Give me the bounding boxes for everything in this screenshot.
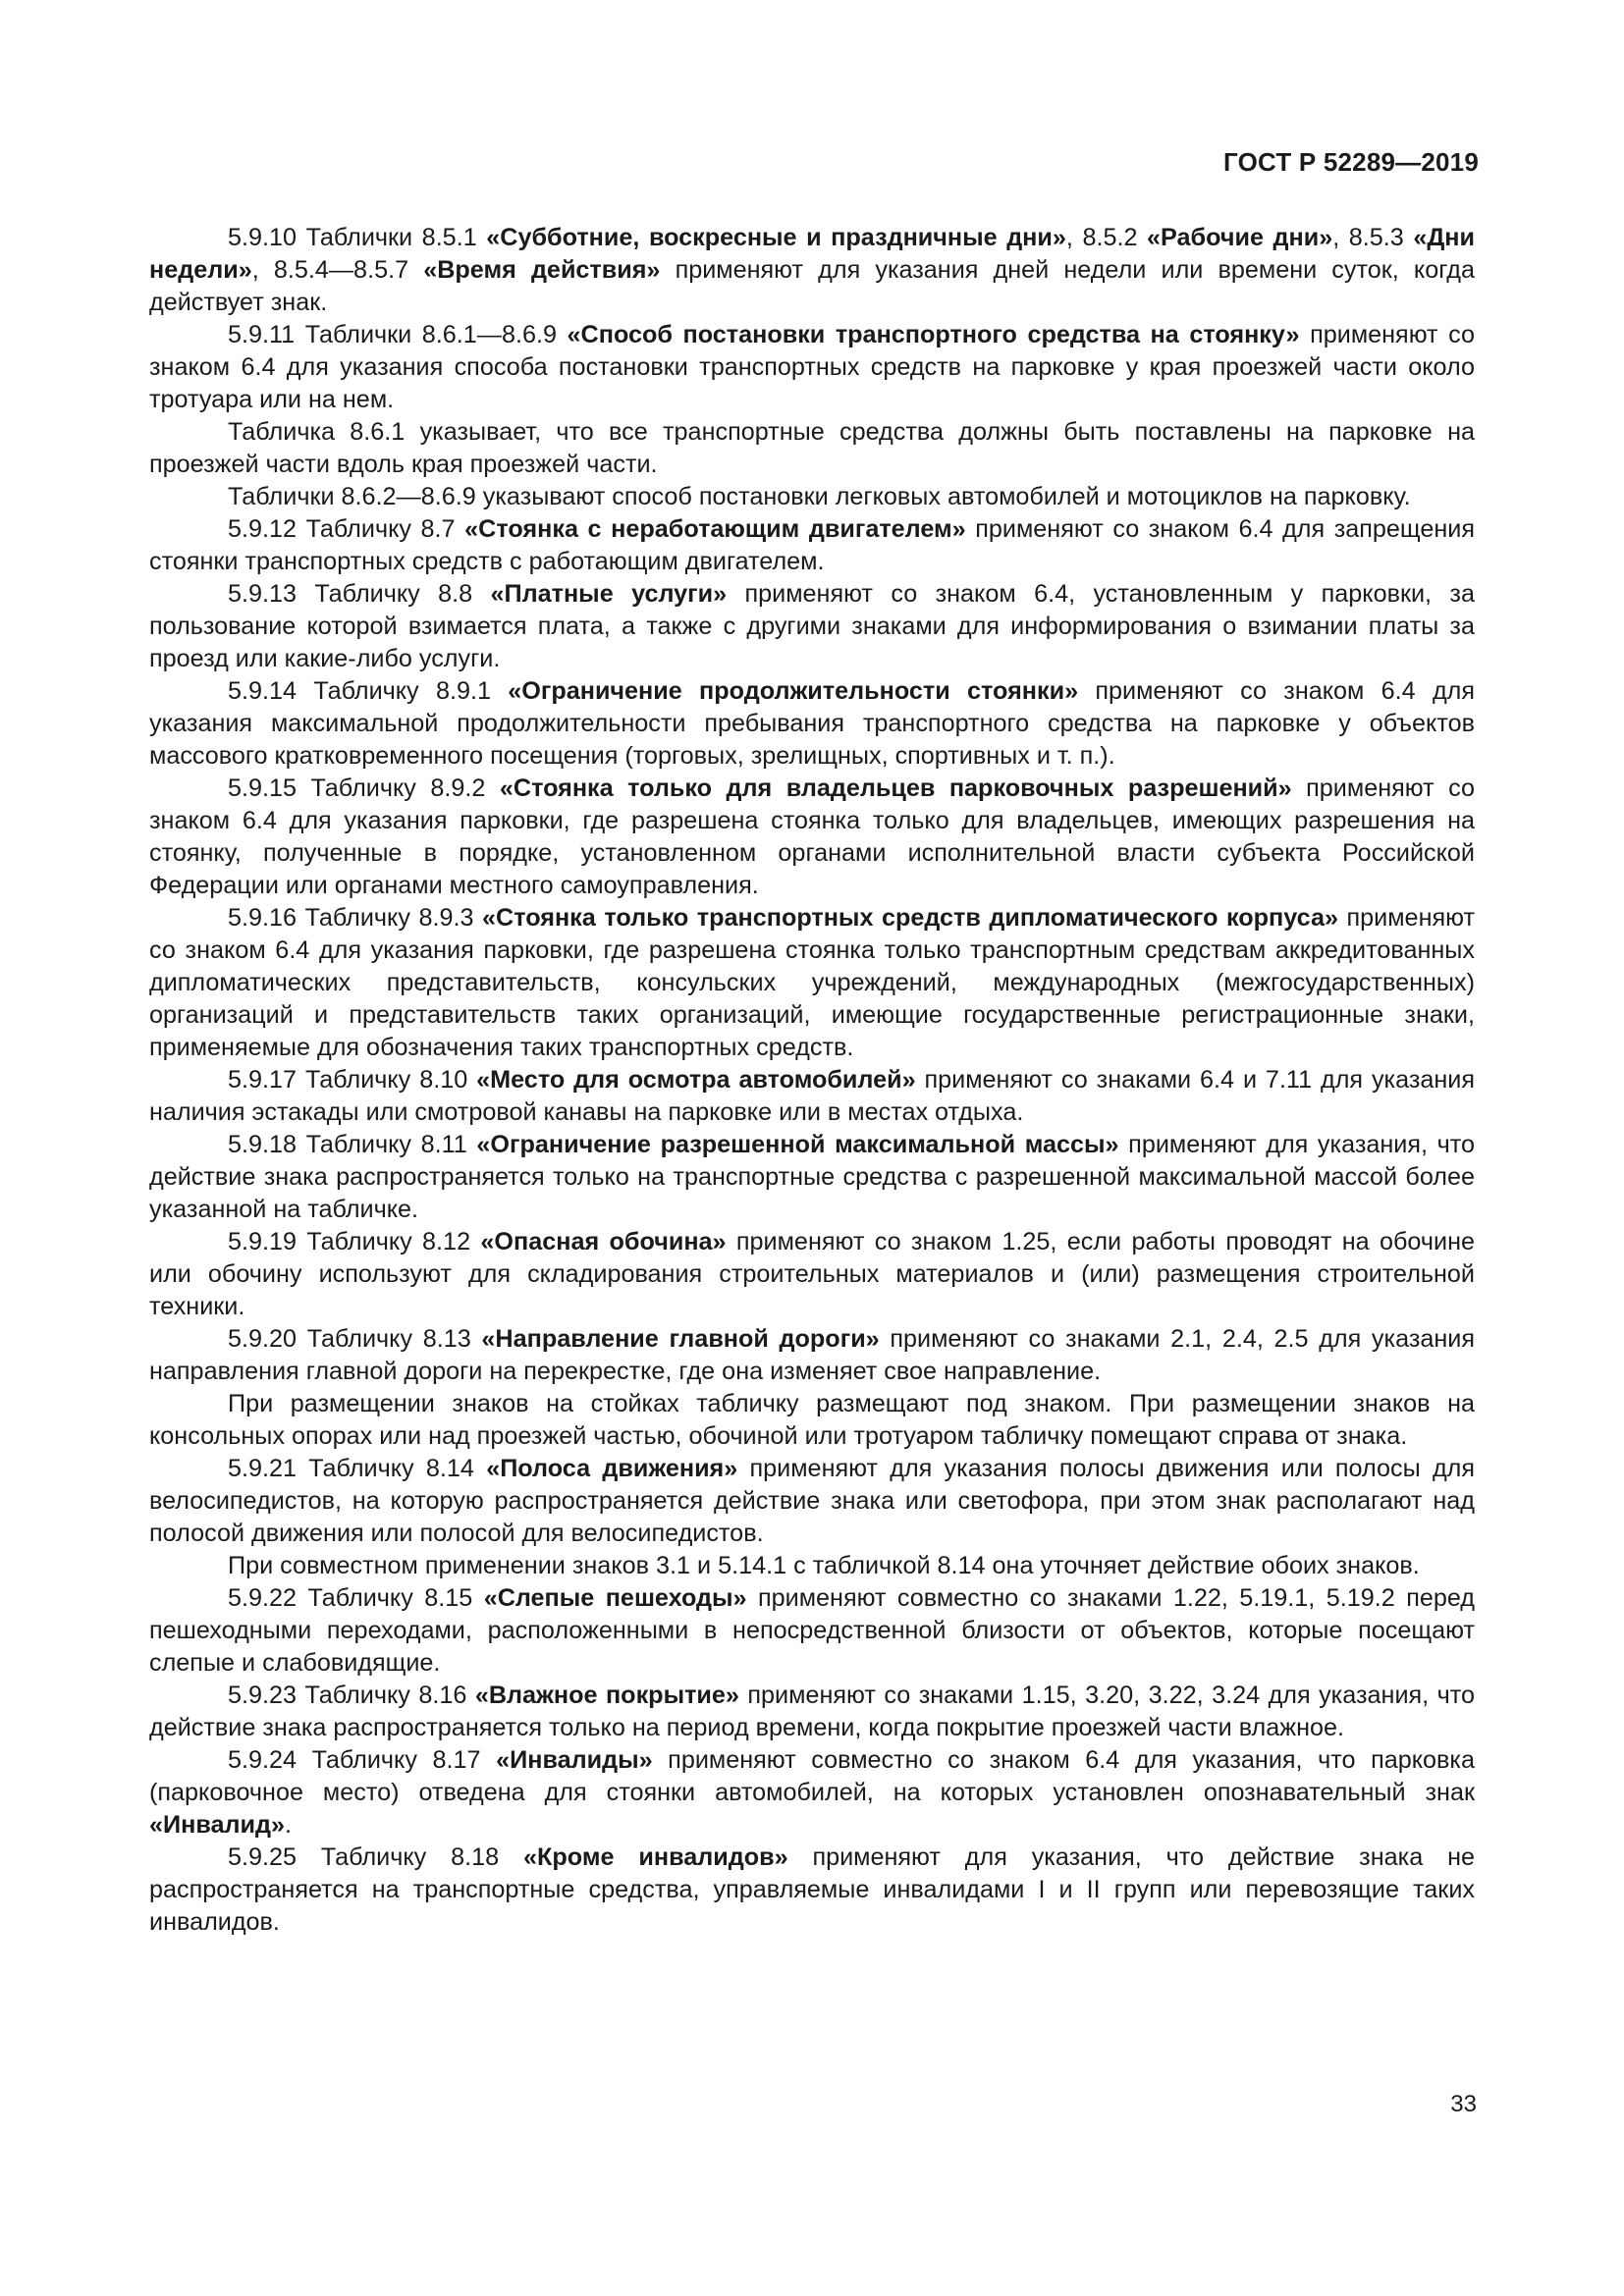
bold-term: «Дни недели» [149, 224, 1476, 284]
text-run: 5.9.24 Табличку 8.17 [228, 1746, 497, 1774]
paragraph [149, 902, 1475, 1064]
text-run: применяют со знаком 1.25, если работы проводят на обочине или обочину используют для складирования строительных материалов и (или) размещения строительной техники. [149, 1228, 1475, 1320]
text-run: 5.9.19 Табличку 8.12 [228, 1228, 481, 1255]
paragraph [149, 416, 1475, 481]
bold-term: «Место для осмотра автомобилей» [476, 1066, 916, 1094]
paragraph [149, 1582, 1475, 1680]
text-run: применяют со знаками 2.1, 2.4, 2.5 для указания направления главной дороги на перекрестке, где она изменяет свое направление. [149, 1325, 1475, 1385]
text-run: применяют совместно со знаками 1.22, 5.19.1, 5.19.2 перед пешеходными переходами, расположенными в непосредственной близости от объектов, которые посещают слепые и слабовидящие. [149, 1584, 1476, 1677]
bold-term: «Ограничение продолжительности стоянки» [508, 677, 1079, 705]
bold-term: «Стоянка с неработающим двигателем» [464, 515, 966, 543]
paragraph [149, 513, 1475, 578]
paragraph [149, 1323, 1475, 1388]
bold-term: «Время действия» [423, 256, 661, 284]
text-run: При размещении знаков на стойках табличку размещают под знаком. При размещении знаков на консольных опорах или над проезжей частью, обочиной или тротуаром табличку помещают справа от знака. [149, 1390, 1475, 1450]
bold-term: «Кроме инвалидов» [523, 1843, 788, 1871]
paragraph [149, 319, 1475, 416]
text-run: 5.9.21 Табличку 8.14 [228, 1455, 487, 1482]
text-run: 5.9.10 Таблички 8.5.1 [228, 224, 487, 251]
paragraph [149, 1453, 1475, 1550]
text-run: применяют для указания, что действие знака распространяется только на транспортные средства с разрешенной максимальной массой более указанной на табличке. [149, 1131, 1476, 1223]
text-run: 5.9.13 Табличку 8.8 [228, 580, 491, 608]
text-run: применяют совместно со знаком 6.4 для указания, что парковка (парковочное место) отведена для стоянки автомобилей, на которых установлен опознавательный знак [149, 1746, 1476, 1806]
paragraph [149, 1226, 1475, 1323]
paragraph [149, 1388, 1475, 1453]
text-run: применяют со знаком 6.4, установленным у парковки, за пользование которой взимается плата, а также с другими знаками для информирования о взимании платы за проезд или какие-либо услуги. [149, 580, 1475, 672]
text-run: применяют со знаком 6.4 для указания максимальной продолжительности пребывания транспортного средства на парковке у объектов массового кратковременного посещения (торговых, зрелищных, спортивных и т. п.). [149, 677, 1475, 770]
bold-term: «Полоса движения» [486, 1455, 738, 1482]
text-run: 5.9.16 Табличку 8.9.3 [228, 904, 483, 932]
text-run: 5.9.12 Табличку 8.7 [228, 515, 465, 543]
text-run: 5.9.23 Табличку 8.16 [228, 1682, 475, 1709]
paragraph [149, 222, 1475, 319]
bold-term: «Опасная обочина» [480, 1228, 727, 1255]
paragraph [149, 1064, 1475, 1129]
paragraph [149, 1680, 1475, 1744]
text-run: 5.9.14 Табличку 8.9.1 [228, 677, 509, 705]
bold-term: «Ограничение разрешенной максимальной массы» [476, 1131, 1119, 1158]
document-body [149, 222, 1475, 1939]
bold-term: «Инвалид» [149, 1811, 285, 1839]
standard-header: ГОСТ Р 52289—2019 [1223, 147, 1479, 177]
paragraph [149, 481, 1475, 513]
text-run: Таблички 8.6.2—8.6.9 указывают способ постановки легковых автомобилей и мотоциклов на парковку. [228, 483, 1411, 510]
page-number: 33 [1450, 2091, 1477, 2117]
text-run: 5.9.17 Табличку 8.10 [228, 1066, 477, 1094]
bold-term: «Рабочие дни» [1147, 224, 1333, 251]
text-run: применяют со знаками 1.15, 3.20, 3.22, 3.24 для указания, что действие знака распространяется только на период времени, когда покрытие проезжей части влажное. [149, 1682, 1476, 1741]
text-run: 5.9.20 Табличку 8.13 [228, 1325, 482, 1353]
text-run: применяют со знаком 6.4 для указания парковки, где разрешена стоянка только транспортным средствам аккредитованных дипломатических представительств, консульских учреждений, международных (межгосударственных) организаций и представительств таких организаций, имеющие государственные регистрационные знаки, применяемые для обозначения таких транспортных средств. [149, 904, 1475, 1061]
text-run: 5.9.18 Табличку 8.11 [228, 1131, 477, 1158]
bold-term: «Слепые пешеходы» [483, 1584, 747, 1612]
text-run: , 8.5.3 [1332, 224, 1414, 251]
text-run: применяют для указания полосы движения или полосы для велосипедистов, на которую распространяется действие знака или светофора, при этом знак располагают над полосой движения или полосой для велосипедистов. [149, 1455, 1475, 1547]
text-run: применяют для указания, что действие знака не распространяется на транспортные средства, управляемые инвалидами I и II групп или перевозящие таких инвалидов. [149, 1843, 1475, 1936]
paragraph [149, 675, 1475, 773]
text-run: 5.9.25 Табличку 8.18 [228, 1843, 524, 1871]
text-run: 5.9.22 Табличку 8.15 [228, 1584, 484, 1612]
text-run: . [284, 1811, 292, 1839]
bold-term: «Стоянка только для владельцев парковочных разрешений» [499, 774, 1292, 802]
text-run: , 8.5.4—8.5.7 [251, 256, 424, 284]
bold-term: «Инвалиды» [496, 1746, 653, 1774]
text-run: , 8.5.2 [1065, 224, 1148, 251]
paragraph [149, 1129, 1475, 1226]
text-run: Табличка 8.6.1 указывает, что все транспортные средства должны быть поставлены на парковке на проезжей части вдоль края проезжей части. [149, 418, 1475, 478]
text-run: применяют для указания дней недели или времени суток, когда действует знак. [149, 256, 1475, 316]
paragraph [149, 1744, 1475, 1842]
text-run: применяют со знаками 6.4 и 7.11 для указания наличия эстакады или смотровой канавы на парковке или в местах отдыха. [149, 1066, 1476, 1126]
paragraph [149, 773, 1475, 902]
text-run: При совместном применении знаков 3.1 и 5.14.1 с табличкой 8.14 она уточняет действие обоих знаков. [228, 1552, 1420, 1579]
bold-term: «Субботние, воскресные и праздничные дни» [486, 224, 1066, 251]
bold-term: «Способ постановки транспортного средства на стоянку» [567, 321, 1300, 348]
bold-term: «Влажное покрытие» [474, 1682, 739, 1709]
bold-term: «Направление главной дороги» [481, 1325, 880, 1353]
text-run: 5.9.11 Таблички 8.6.1—8.6.9 [228, 321, 568, 348]
text-run: применяют со знаком 6.4 для указания парковки, где разрешена стоянка только для владельцев, имеющих разрешения на стоянку, полученные в порядке, установленном органами исполнительной власти субъекта Российской Федерации или органами местного самоуправления. [149, 774, 1476, 899]
paragraph [149, 1550, 1475, 1582]
paragraph [149, 578, 1475, 675]
text-run: применяют со знаком 6.4 для запрещения стоянки транспортных средств с работающим двигателем. [149, 515, 1475, 575]
bold-term: «Платные услуги» [490, 580, 728, 608]
text-run: 5.9.15 Табличку 8.9.2 [228, 774, 500, 802]
paragraph [149, 1842, 1475, 1939]
bold-term: «Стоянка только транспортных средств дипломатического корпуса» [482, 904, 1338, 932]
text-run: применяют со знаком 6.4 для указания способа постановки транспортных средств на парковке у края проезжей части около тротуара или на нем. [149, 321, 1475, 413]
